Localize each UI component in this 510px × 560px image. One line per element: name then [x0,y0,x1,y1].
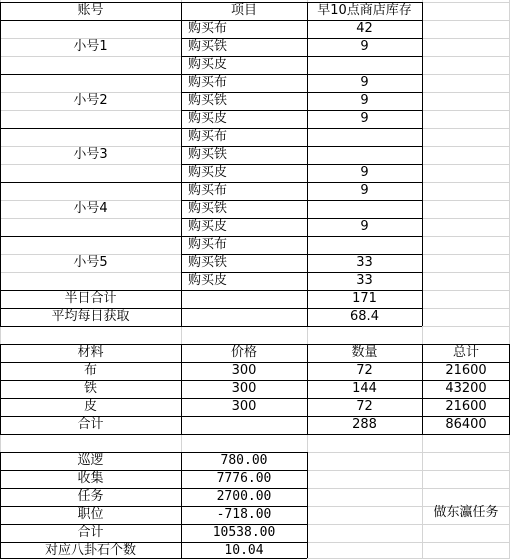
item-cell[interactable]: 购买皮 [188,219,228,234]
account-cell[interactable]: 小号5 [73,255,108,270]
income-value[interactable]: 7776.00 [216,471,272,486]
materials-total-sum[interactable]: 86400 [445,417,487,432]
value-cell[interactable] [307,56,422,74]
value-cell[interactable]: 9 [360,219,369,234]
grid-line [0,434,510,435]
value-cell[interactable]: 42 [356,21,373,36]
grid-line [0,326,422,327]
item-cell[interactable]: 购买皮 [188,57,228,72]
item-cell[interactable]: 购买皮 [188,165,228,180]
income-label[interactable]: 巡逻 [77,453,104,468]
item-cell[interactable]: 购买皮 [188,111,228,126]
item-cell[interactable]: 购买布 [188,129,228,144]
income-value[interactable]: 2700.00 [216,489,272,504]
item-cell[interactable]: 购买布 [188,237,228,252]
item-cell[interactable]: 购买铁 [188,93,228,108]
value-cell[interactable]: 9 [360,75,369,90]
item-cell[interactable]: 购买铁 [188,39,228,54]
grid-line [422,2,423,326]
income-label[interactable]: 对应八卦石个数 [44,543,136,558]
side-note[interactable]: 做东瀛任务 [433,505,499,520]
value-cell[interactable] [307,146,422,164]
value-cell[interactable]: 33 [356,255,373,270]
income-label[interactable]: 收集 [77,471,104,486]
value-cell[interactable]: 9 [360,165,369,180]
materials-header[interactable]: 价格 [230,345,257,360]
income-value[interactable]: 10538.00 [212,525,276,540]
summary-value[interactable]: 68.4 [350,309,379,324]
value-cell[interactable] [307,200,422,218]
income-value[interactable]: -718.00 [216,507,272,522]
materials-total-quantity[interactable]: 288 [352,417,377,432]
income-label[interactable]: 合计 [77,525,104,540]
income-value[interactable]: 780.00 [220,453,268,468]
materials-cell[interactable]: 皮 [83,399,97,414]
materials-cell[interactable]: 300 [231,381,257,396]
income-label[interactable]: 职位 [77,507,104,522]
materials-cell[interactable]: 21600 [445,399,487,414]
item-cell[interactable]: 购买布 [188,21,228,36]
materials-cell[interactable]: 144 [352,381,377,396]
materials-cell[interactable]: 300 [231,363,257,378]
value-cell[interactable] [307,128,422,146]
value-cell[interactable]: 9 [360,111,369,126]
materials-header[interactable]: 材料 [77,345,104,360]
materials-cell[interactable]: 布 [83,363,97,378]
income-value[interactable]: 10.04 [224,543,264,558]
header-account[interactable]: 账号 [77,3,104,18]
summary-label[interactable]: 半日合计 [64,291,117,306]
item-cell[interactable]: 购买铁 [188,255,228,270]
value-cell[interactable]: 9 [360,93,369,108]
income-label[interactable]: 任务 [77,489,104,504]
value-cell[interactable]: 9 [360,39,369,54]
item-cell[interactable]: 购买铁 [188,201,228,216]
materials-cell[interactable]: 43200 [445,381,487,396]
item-cell[interactable]: 购买铁 [188,147,228,162]
materials-header[interactable]: 数量 [351,345,378,360]
summary-value[interactable]: 171 [352,291,377,306]
item-cell[interactable]: 购买布 [188,183,228,198]
materials-cell[interactable]: 300 [231,399,257,414]
value-cell[interactable]: 33 [356,273,373,288]
item-cell[interactable]: 购买布 [188,75,228,90]
materials-cell[interactable]: 21600 [445,363,487,378]
materials-total-label[interactable]: 合计 [77,417,104,432]
header-item[interactable]: 项目 [230,3,257,18]
account-cell[interactable]: 小号1 [73,39,108,54]
grid-line [307,452,308,558]
summary-label[interactable]: 平均每日获取 [51,309,130,324]
item-cell[interactable]: 购买皮 [188,273,228,288]
value-cell[interactable]: 9 [360,183,369,198]
account-cell[interactable]: 小号4 [73,201,108,216]
materials-cell[interactable]: 72 [356,363,373,378]
header-inventory[interactable]: 早10点商店库存 [317,3,412,18]
materials-cell[interactable]: 铁 [83,381,97,396]
account-cell[interactable]: 小号2 [73,93,108,108]
materials-header[interactable]: 总计 [452,345,479,360]
account-cell[interactable]: 小号3 [73,147,108,162]
materials-cell[interactable]: 72 [356,399,373,414]
value-cell[interactable] [307,236,422,254]
